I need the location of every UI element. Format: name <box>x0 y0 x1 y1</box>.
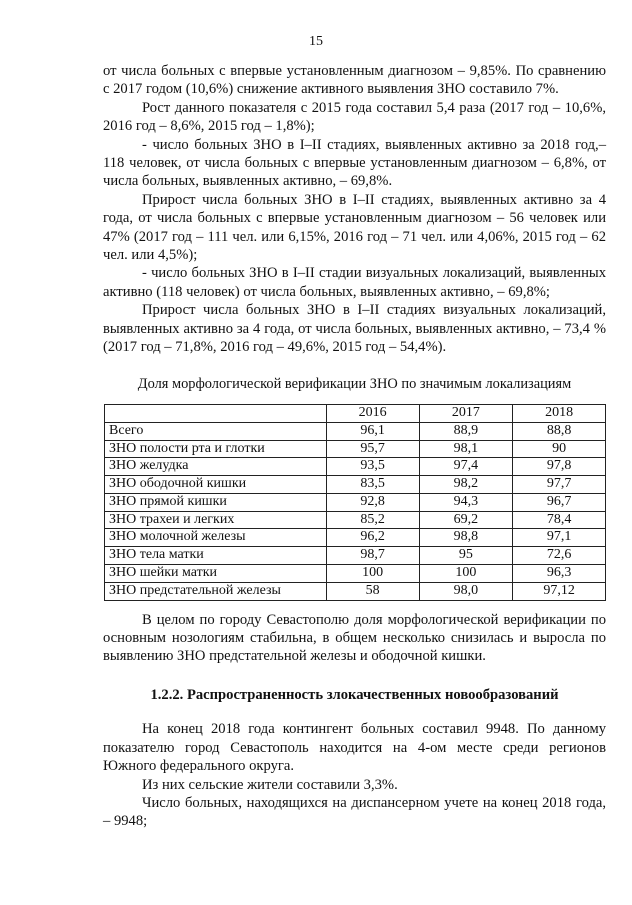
table-cell: 98,1 <box>419 440 513 458</box>
row-label: ЗНО предстательной железы <box>105 582 327 600</box>
table-cell: 94,3 <box>419 493 513 511</box>
table-cell: 98,0 <box>419 582 513 600</box>
table-cell: 97,1 <box>513 529 606 547</box>
verification-table <box>104 404 606 601</box>
table-cell: 78,4 <box>513 511 606 529</box>
table-cell: 96,7 <box>513 493 606 511</box>
row-label: ЗНО полости рта и глотки <box>105 440 327 458</box>
table-header-row <box>105 404 606 422</box>
paragraph: Число больных, находящихся на диспансерном учете на конец 2018 года, – 9948; <box>103 794 606 830</box>
table-cell: 100 <box>419 565 513 583</box>
table-caption: Доля морфологической верификации ЗНО по значимым локализациям <box>137 375 572 392</box>
paragraph: На конец 2018 года контингент больных составил 9948. По данному показателю город Севастополь находится на 4-ом месте среди регионов Южного федерального округа. <box>103 721 606 775</box>
table-row <box>105 582 606 600</box>
table-row <box>105 529 606 547</box>
table-row <box>105 422 606 440</box>
table-cell: 97,12 <box>513 582 606 600</box>
table-cell: 72,6 <box>513 547 606 565</box>
table-cell: 83,5 <box>326 476 419 494</box>
table-cell: 96,2 <box>326 529 419 547</box>
table-cell: 69,2 <box>419 511 513 529</box>
row-label: ЗНО прямой кишки <box>105 493 327 511</box>
table-cell: 58 <box>326 582 419 600</box>
table-cell: 93,5 <box>326 458 419 476</box>
row-label: ЗНО шейки матки <box>105 565 327 583</box>
paragraph: от числа больных с впервые установленным диагнозом – 9,85%. По сравнению с 2017 годом (10,6%) снижение активного выявления ЗНО составило 7%. <box>103 63 606 98</box>
paragraph: В целом по городу Севастополю доля морфологической верификации по основным нозологиям стабильна, в общем несколько снизилась и выросла по выявлению ЗНО предстательной железы и ободочной кишки. <box>103 611 606 665</box>
row-label: ЗНО ободочной кишки <box>105 476 327 494</box>
table-row <box>105 458 606 476</box>
section-heading: 1.2.2. Распространенность злокачественных новообразований <box>150 686 559 703</box>
table-cell: 98,8 <box>419 529 513 547</box>
table-header-cell <box>105 404 327 422</box>
paragraph: - число больных ЗНО в I–II стадиях, выявленных активно за 2018 год,– 118 человек, от числа больных с впервые установленным диагнозом – 6,8%, от числа больных, выявленных активно, – 69,8%. <box>103 136 606 190</box>
table-cell: 88,9 <box>419 422 513 440</box>
table-header-cell: 2016 <box>326 404 419 422</box>
row-label: Всего <box>105 422 327 440</box>
table-cell: 90 <box>513 440 606 458</box>
table-cell: 98,2 <box>419 476 513 494</box>
row-label: ЗНО желудка <box>105 458 327 476</box>
row-label: ЗНО молочной железы <box>105 529 327 547</box>
table-row <box>105 511 606 529</box>
row-label: ЗНО трахеи и легких <box>105 511 327 529</box>
table-row <box>105 493 606 511</box>
table-cell: 97,7 <box>513 476 606 494</box>
table-cell: 97,4 <box>419 458 513 476</box>
paragraph: - число больных ЗНО в I–II стадии визуальных локализаций, выявленных активно (118 человек) от числа больных, выявленных активно, – 69,8%; <box>103 265 606 300</box>
table-header-cell: 2017 <box>419 404 513 422</box>
table-cell: 96,1 <box>326 422 419 440</box>
table-row <box>105 476 606 494</box>
paragraph: Рост данного показателя с 2015 года составил 5,4 раза (2017 год – 10,6%, 2016 год – 8,6%, 2015 год – 1,8%); <box>103 99 606 135</box>
table-cell: 100 <box>326 565 419 583</box>
document-body <box>103 62 606 831</box>
table-cell: 95 <box>419 547 513 565</box>
paragraph: Прирост числа больных ЗНО в I–II стадиях, выявленных активно за 4 года, от числа больных с впервые установленным диагнозом – 56 человек или 47% (2017 год – 111 чел. или 6,15%, 2016 год – 71 чел. или 4,06%, 2015 год – 62 чел. или 4,5%); <box>103 191 606 264</box>
paragraph: Прирост числа больных ЗНО в I–II стадиях визуальных локализаций, выявленных активно за 4 года, от числа больных, выявленных активно, – 73,4 % (2017 год – 71,8%, 2016 год – 49,6%, 2015 год – 54,4%). <box>103 302 606 356</box>
row-label: ЗНО тела матки <box>105 547 327 565</box>
table-row <box>105 565 606 583</box>
table-cell: 95,7 <box>326 440 419 458</box>
table-row <box>105 547 606 565</box>
paragraph: Из них сельские жители составили 3,3%. <box>142 776 398 793</box>
table-cell: 92,8 <box>326 493 419 511</box>
page-number: 15 <box>309 34 323 49</box>
table-cell: 85,2 <box>326 511 419 529</box>
table-cell: 97,8 <box>513 458 606 476</box>
table-header-cell: 2018 <box>513 404 606 422</box>
table-cell: 88,8 <box>513 422 606 440</box>
table-cell: 96,3 <box>513 565 606 583</box>
table-row <box>105 440 606 458</box>
table-cell: 98,7 <box>326 547 419 565</box>
